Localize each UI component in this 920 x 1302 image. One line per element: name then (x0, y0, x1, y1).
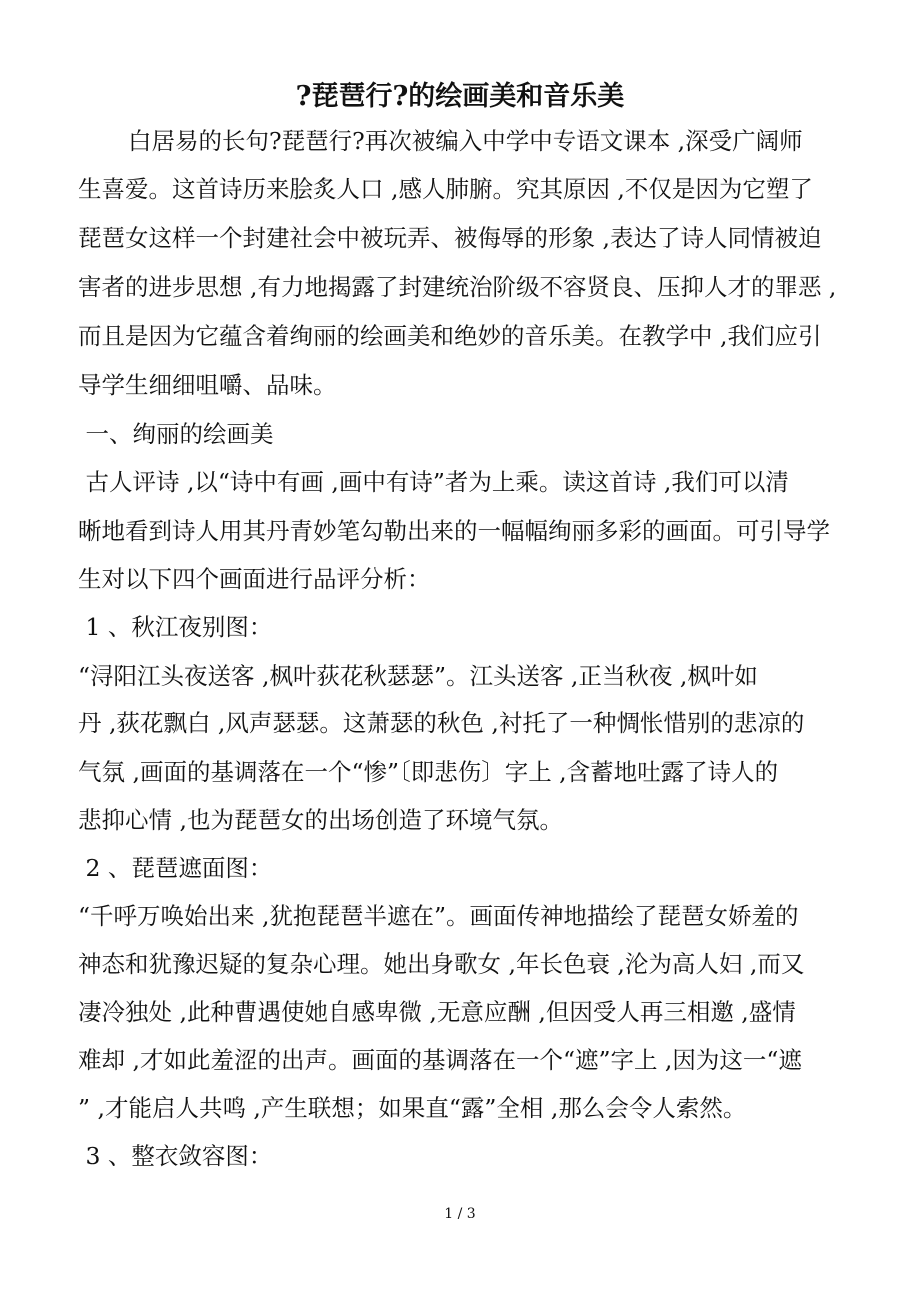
text-line: “浔阳江头夜送客 ,枫叶荻花秋瑟瑟”。江头送客 ,正当秋夜 ,枫叶如 (78, 662, 758, 690)
text-line: 悲抑心情 ,也为琵琶女的出场创造了环境气氛。 (78, 806, 563, 834)
text-line: 而且是因为它蕴含着绚丽的绘画美和绝妙的音乐美。在教学中 ,我们应引 (78, 322, 822, 350)
text-line: 琵琶女这样一个封建社会中被玩弄、被侮辱的形象 ,表达了诗人同情被迫 (78, 224, 822, 252)
text-line: 导学生细细咀嚼、品味。 (78, 371, 337, 399)
text-line: 生喜爱。这首诗历来脍炙人口 ,感人肺腑。究其原因 ,不仅是因为它塑了 (78, 175, 813, 203)
text-line: 晰地看到诗人用其丹青妙笔勾勒出来的一幅幅绚丽多彩的画面。可引导学 (78, 517, 830, 545)
page-number: 1 / 3 (444, 1206, 476, 1222)
text-line: 3 、整衣敛容图： (78, 1142, 273, 1170)
text-line: 凄冷独处 ,此种曹遇使她自感卑微 ,无意应酬 ,但因受人再三相邀 ,盛情 (78, 998, 796, 1026)
text-line: 气氛 ,画面的基调落在一个“惨”〔即悲伤〕字上 ,含蓄地吐露了诗人的 (78, 758, 779, 786)
text-line: 丹 ,荻花飘白 ,风声瑟瑟。这萧瑟的秋色 ,衬托了一种惆怅惜别的悲凉的 (78, 709, 805, 737)
text-line: ” ,才能启人共鸣 ,产生联想；如果直“露”全相 ,那么会令人索然。 (78, 1094, 747, 1122)
text-line: 古人评诗 ,以“诗中有画 ,画中有诗”者为上乘。读这首诗 ,我们可以清 (78, 468, 789, 496)
text-line: 神态和犹豫迟疑的复杂心理。她出身歌女 ,年长色衰 ,沦为高人妇 ,而又 (78, 950, 805, 978)
text-line: 难却 ,才如此羞涩的出声。画面的基调落在一个“遮”字上 ,因为这一“遮 (78, 1046, 802, 1074)
document-title: ?琵琶行?的绘画美和音乐美 (295, 81, 625, 112)
text-line: 2 、琵琶遮面图： (78, 854, 273, 882)
text-line: “千呼万唤始出来 ,犹抱琵琶半遮在”。画面传神地描绘了琵琶女娇羞的 (78, 902, 799, 930)
text-line: 生对以下四个画面进行品评分析： (78, 565, 431, 593)
text-line: 一、绚丽的绘画美 (78, 420, 274, 448)
text-line: 害者的进步思想 ,有力地揭露了封建统治阶级不容贤良、压抑人才的罪恶 , (78, 273, 837, 301)
text-line: 1 、秋江夜别图： (78, 613, 273, 641)
text-line: 白居易的长句?琵琶行?再次被编入中学中专语文课本 ,深受广阔师 (128, 127, 803, 155)
